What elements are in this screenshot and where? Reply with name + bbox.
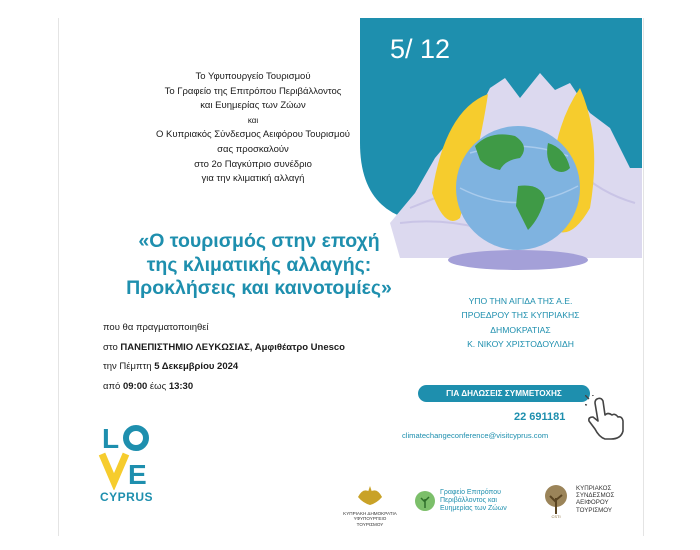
details-day-row — [103, 357, 345, 377]
intro-line-2: Το Γραφείο της Επιτρόπου Περιβάλλοντος — [164, 85, 342, 97]
intro-line-5: σας προσκαλούν — [217, 143, 289, 155]
commissioner-line-3: Ευημερίας των Ζώων — [440, 505, 507, 512]
sustainable-line-4: ΤΟΥΡΙΣΜΟΥ — [576, 506, 612, 514]
globe-base — [448, 250, 588, 270]
details-time-row — [103, 377, 345, 397]
day-prefix: την Πέμπτη — [103, 361, 155, 372]
ministry-line-2: ΥΦΥΠΟΥΡΓΕΙΟ ΤΟΥΡΙΣΜΟΥ — [353, 516, 387, 527]
ministry-logo-text — [340, 511, 400, 527]
intro-line-1: Το Υφυπουργείο Τουρισμού — [195, 71, 311, 82]
intro-line-7: για την κλιματική αλλαγή — [201, 173, 305, 185]
commissioner-line-2: Περιβάλλοντος και — [440, 497, 497, 504]
rsvp-button[interactable]: ΓΙΑ ΔΗΛΩΣΕΙΣ ΣΥΜΜΕΤΟΧΗΣ — [418, 385, 590, 402]
love-V — [102, 454, 126, 482]
details-venue-row — [103, 338, 345, 358]
love-O — [126, 428, 146, 448]
intro-conj: και — [247, 115, 259, 125]
time-from: από — [103, 380, 123, 392]
sustainable-line-3: ΑΕΙΦΟΡΟΥ — [576, 499, 609, 507]
sustainable-line-2: ΣΥΝΔΕΣΜΟΣ — [576, 492, 615, 500]
love-E: E — [128, 459, 147, 490]
intro-line-3: και Ευημερίας των Ζώων — [200, 100, 306, 112]
start-time: 09:00 — [122, 380, 148, 392]
commissioner-logo-text — [440, 489, 507, 513]
event-day: 5 Δεκεμβρίου 2024 — [154, 361, 239, 372]
sustainable-logo-text — [576, 485, 614, 514]
venue: ΠΑΝΕΠΙΣΤΗΜΙΟ ΛΕΥΚΩΣΙΑΣ, Αμφιθέατρο Unesco — [120, 341, 345, 353]
title-line-2: της κλιματικής αλλαγής: — [146, 253, 372, 276]
invitation-intro — [103, 70, 403, 187]
venue-prefix: στο — [103, 341, 121, 353]
title-line-3: Προκλήσεις και καινοτομίες» — [126, 277, 392, 299]
tree-icon — [414, 490, 436, 512]
cyprus-wordmark: CYPRUS — [100, 490, 154, 504]
love-L: L — [102, 423, 120, 454]
end-time: 13:30 — [168, 380, 194, 392]
olive-tree-icon — [541, 484, 571, 518]
csti-badge: CSTI — [551, 514, 561, 519]
title-line-1: «Ο τουρισμός στην εποχή — [138, 230, 380, 252]
rsvp-phone[interactable]: 22 691181 — [514, 411, 566, 423]
event-details — [103, 318, 345, 396]
details-held: που θα πραγματοποιηθεί — [103, 322, 209, 333]
intro-line-4: Ο Κυπριακός Σύνδεσμος Αειφόρου Τουρισμού — [156, 129, 350, 141]
ministry-line-1: ΚΥΠΡΙΑΚΗ ΔΗΜΟΚΡΑΤΙΑ — [343, 511, 397, 516]
patron-line-1: ΥΠΟ ΤΗΝ ΑΙΓΙΔΑ ΤΗΣ Α.Ε. — [468, 296, 573, 306]
love-cyprus-logo — [96, 418, 158, 490]
patron-line-2: ΠΡΟΕΔΡΟΥ ΤΗΣ ΚΥΠΡΙΑΚΗΣ — [461, 310, 580, 321]
pointer-hand-icon — [585, 395, 629, 441]
commissioner-line-1: Γραφείο Επιτρόπου — [440, 489, 501, 496]
intro-line-6: στο 2ο Παγκύπριο συνέδριο — [194, 158, 312, 170]
rsvp-email[interactable]: climatechangeconference@visitcyprus.com — [402, 431, 549, 440]
date-badge: 5/ 12 — [390, 34, 451, 64]
conference-title — [84, 230, 434, 301]
patron-line-3: ΔΗΜΟΚΡΑΤΙΑΣ — [490, 324, 551, 335]
sustainable-line-1: ΚΥΠΡΙΑΚΟΣ — [576, 485, 612, 492]
time-to: έως — [147, 380, 169, 392]
cyprus-emblem-icon — [355, 483, 385, 509]
patron-line-4: Κ. ΝΙΚΟΥ ΧΡΙΣΤΟΔΟΥΛΙΔΗ — [467, 339, 574, 350]
patronage-note — [418, 294, 623, 352]
